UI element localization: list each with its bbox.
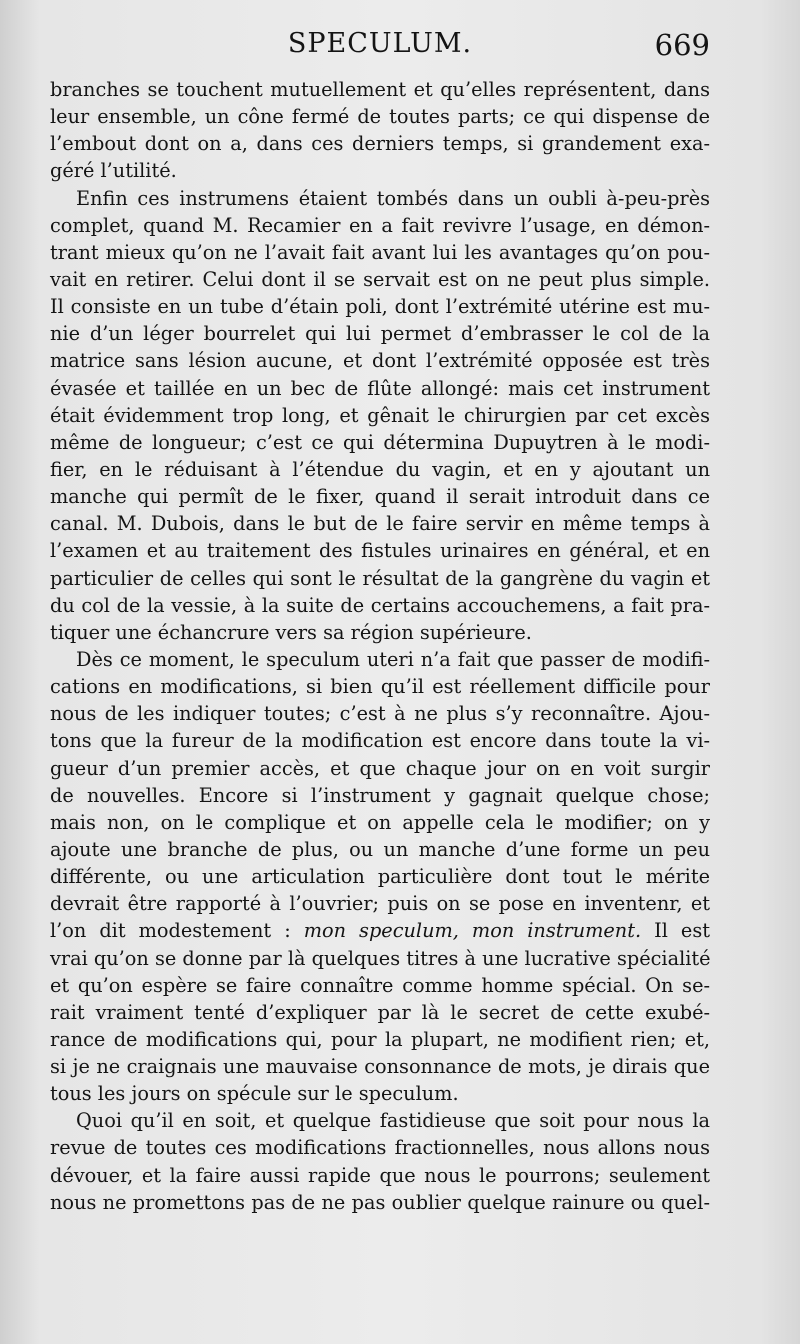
text-line: revue de toutes ces modifications fractionnelles, nous allons nous (50, 1136, 710, 1160)
text-line: tons que la fureur de la modification est encore dans toute la vi- (50, 729, 710, 753)
text-line: géré l’utilité. (50, 159, 177, 183)
italic-phrase: mon speculum, mon instrument. (303, 919, 642, 943)
text-line: tiquer une échancrure vers sa région supérieure. (50, 620, 532, 644)
text-line: tous les jours on spécule sur le speculum. (50, 1082, 459, 1106)
text-line: même de longueur; c’est ce qui détermina Dupuytren à le modi- (50, 430, 710, 454)
text-line: rance de modifications qui, pour la plupart, ne modifient rien; et, (50, 1027, 710, 1051)
text-line: si je ne craignais une mauvaise consonnance de mots, je dirais que (50, 1055, 710, 1079)
text-segment: Il est (641, 919, 710, 943)
text-line: cations en modifications, si bien qu’il est réellement difficile pour (50, 675, 710, 699)
text-line: nous de les indiquer toutes; c’est à ne plus s’y reconnaître. Ajou- (50, 702, 710, 726)
text-line: vrai qu’on se donne par là quelques titres à une lucrative spécialité (50, 946, 711, 970)
text-line: vait en retirer. Celui dont il se servait est on ne peut plus simple. (50, 267, 710, 291)
running-head (50, 28, 710, 68)
text-segment: l’on dit modestement : (50, 919, 304, 943)
text-line: était évidemment trop long, et gênait le chirurgien par cet excès (50, 403, 710, 427)
text-line: nie d’un léger bourrelet qui lui permet d’embrasser le col de la (50, 322, 710, 346)
text-line: manche qui permît de le fixer, quand il serait introduit dans ce (50, 485, 710, 509)
text-line: Dès ce moment, le speculum uteri n’a fait que passer de modifi- (76, 647, 710, 671)
text-line: ajoute une branche de plus, ou un manche d’une forme un peu (50, 837, 710, 861)
text-line: Il consiste en un tube d’étain poli, dont l’extrémité utérine est mu- (50, 295, 710, 319)
text-line: gueur d’un premier accès, et que chaque jour on en voit surgir (50, 756, 710, 780)
text-line: matrice sans lésion aucune, et dont l’extrémité opposée est très (50, 349, 710, 373)
text-line: du col de la vessie, à la suite de certains accouchemens, a fait pra- (50, 593, 710, 617)
text-line: particulier de celles qui sont le résultat de la gangrène du vagin et (50, 566, 710, 590)
text-line: leur ensemble, un cône fermé de toutes parts; ce qui dispense de (50, 105, 710, 129)
text-line: fier, en le réduisant à l’étendue du vagin, et en y ajoutant un (50, 457, 710, 481)
text-line: de nouvelles. Encore si l’instrument y gagnait quelque chose; (50, 783, 710, 807)
text-line: trant mieux qu’on ne l’avait fait avant lui les avantages qu’on pou- (50, 240, 710, 264)
text-line: devrait être rapporté à l’ouvrier; puis on se pose en inventenr, et (50, 892, 710, 916)
text-line: différente, ou une articulation particulière dont tout le mérite (50, 865, 710, 889)
text-line: dévouer, et la faire aussi rapide que nous le pourrons; seulement (50, 1163, 710, 1187)
text-line: évasée et taillée en un bec de flûte allongé: mais cet instrument (50, 376, 710, 400)
text-line (50, 917, 710, 944)
text-line: rait vraiment tenté d’expliquer par là le secret de cette exubé- (50, 1000, 710, 1024)
page-number: 669 (654, 28, 710, 62)
text-line: Enfin ces instrumens étaient tombés dans un oubli à-peu-près (76, 186, 710, 210)
text-line: l’embout dont on a, dans ces derniers temps, si grandement exa- (50, 132, 710, 156)
text-line: branches se touchent mutuellement et qu’elles représentent, dans (50, 78, 710, 101)
text-line: canal. M. Dubois, dans le but de le faire servir en même temps à (50, 512, 710, 536)
text-line: mais non, on le complique et on appelle cela le modifier; on y (50, 810, 710, 834)
running-title: SPECULUM. (287, 28, 473, 59)
text-line: Quoi qu’il en soit, et quelque fastidieuse que soit pour nous la (76, 1109, 710, 1133)
text-line: complet, quand M. Recamier en a fait revivre l’usage, en démon- (50, 213, 710, 237)
body-text (50, 76, 710, 1216)
text-line: et qu’on espère se faire connaître comme homme spécial. On se- (50, 973, 710, 997)
text-line: l’examen et au traitement des fistules urinaires en général, et en (50, 539, 710, 563)
text-line: nous ne promettons pas de ne pas oublier quelque rainure ou quel- (50, 1190, 710, 1214)
